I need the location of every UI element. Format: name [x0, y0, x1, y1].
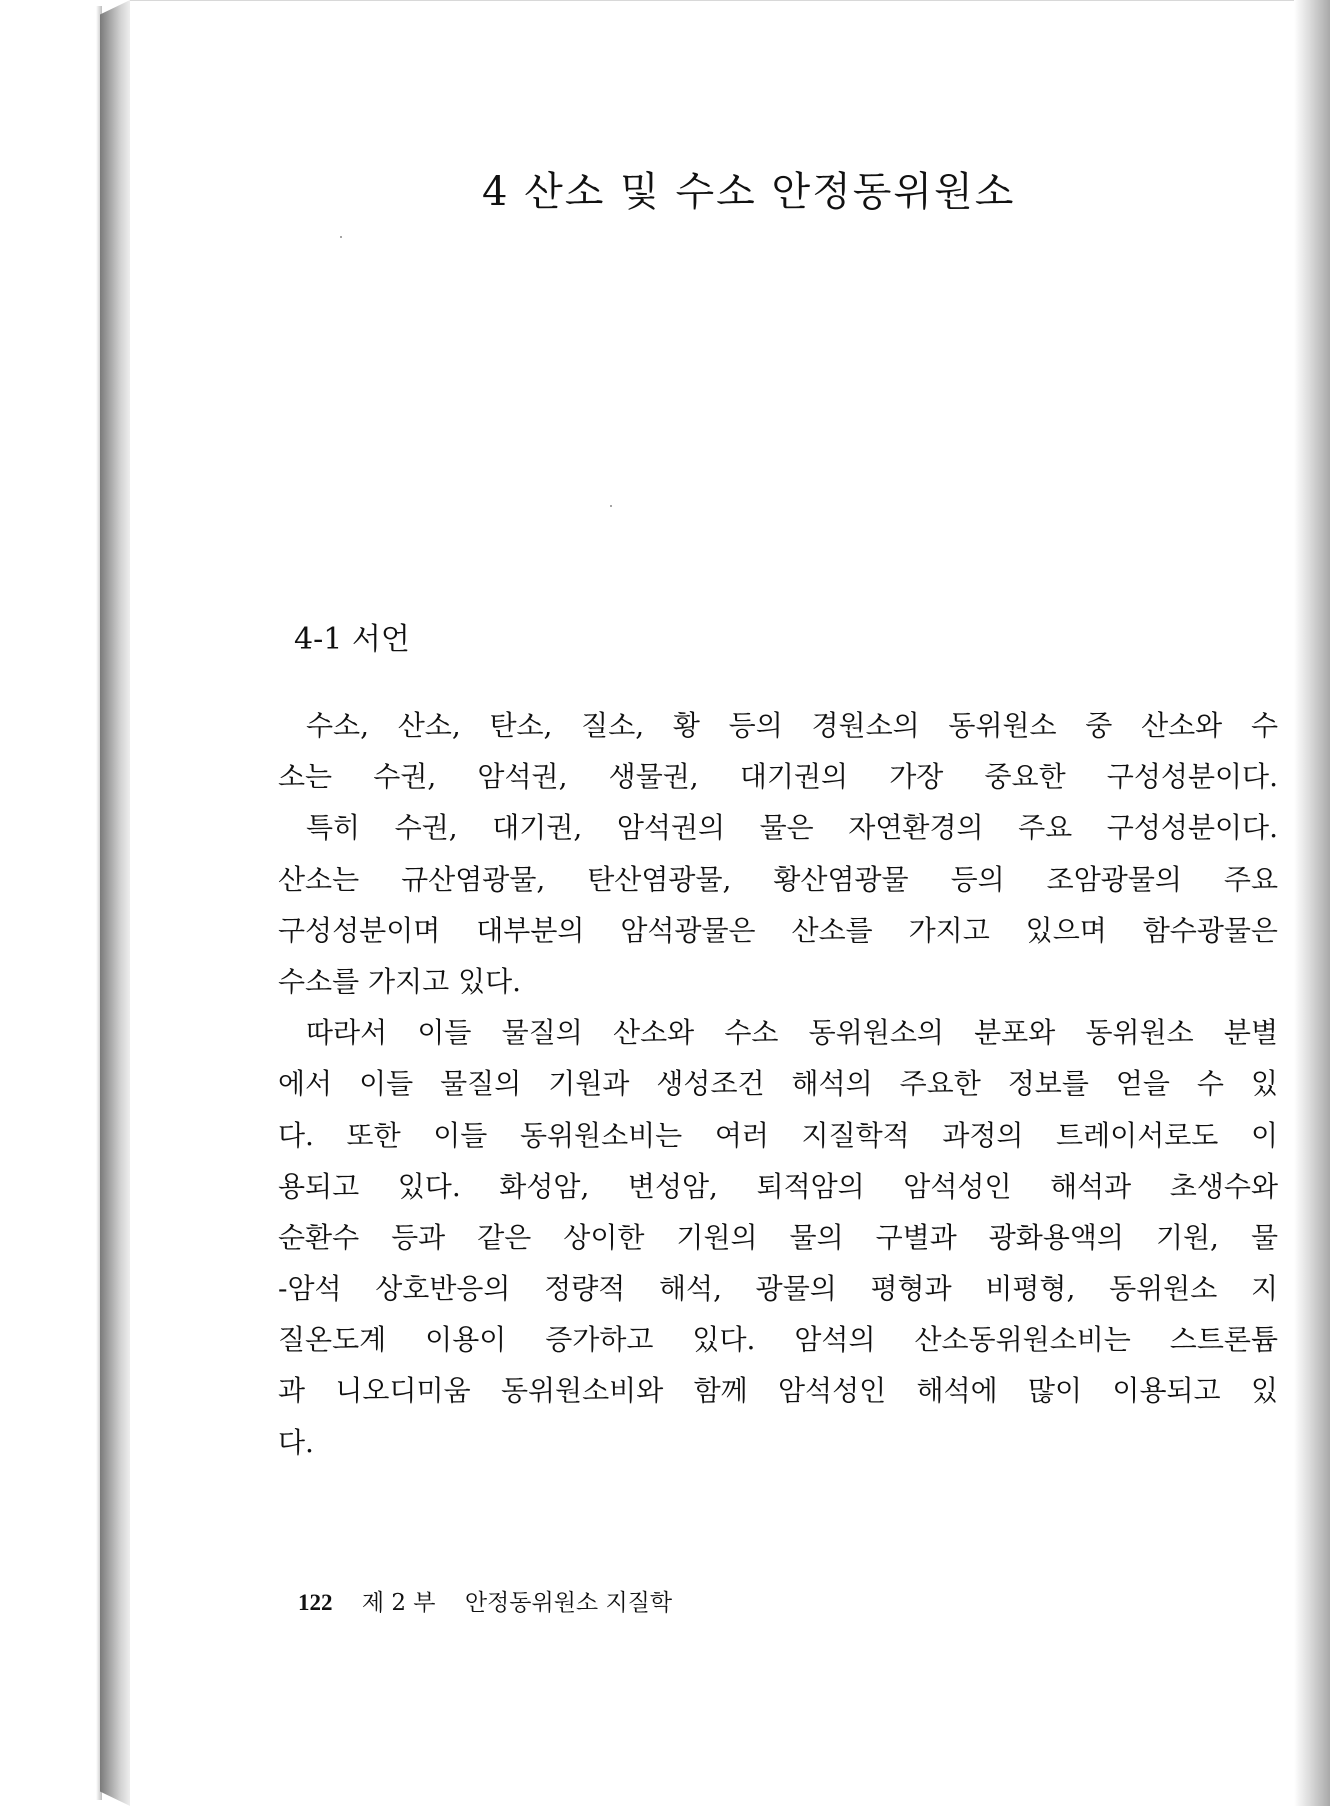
body-line: 과 니오디미움 동위원소비와 함께 암석성인 해석에 많이 이용되고 있	[278, 1374, 1278, 1408]
body-line: 수소, 산소, 탄소, 질소, 황 등의 경원소의 동위원소 중 산소와 수	[306, 709, 1278, 742]
body-text	[278, 700, 1278, 1468]
body-line: 수소를 가지고 있다.	[278, 964, 522, 998]
body-line: 산소는 규산염광물, 탄산염광물, 황산염광물 등의 조암광물의 주요	[278, 862, 1278, 896]
page-right-shadow	[1294, 0, 1330, 1806]
body-line: 특히 수권, 대기권, 암석권의 물은 자연환경의 주요 구성성분이다.	[306, 811, 1278, 845]
body-line: 따라서 이들 물질의 산소와 수소 동위원소의 분포와 동위원소 분별	[306, 1016, 1278, 1050]
body-line: 다. 또한 이들 동위원소비는 여러 지질학적 과정의 트레이서로도 이	[278, 1118, 1278, 1152]
chapter-title: 4 산소 및 수소 안정동위원소	[482, 169, 1016, 215]
body-line: 질온도계 이용이 증가하고 있다. 암석의 산소동위원소비는 스트론튬	[278, 1323, 1278, 1357]
page-number: 122	[298, 1590, 333, 1615]
book-title: 안정동위원소 지질학	[464, 1590, 673, 1616]
scan-speck	[610, 505, 612, 507]
book-page-edge	[100, 0, 130, 1806]
body-line: 구성성분이며 대부분의 암석광물은 산소를 가지고 있으며 함수광물은	[278, 913, 1278, 947]
book-page	[130, 0, 1294, 1806]
body-line: 순환수 등과 같은 상이한 기원의 물의 구별과 광화용액의 기원, 물	[278, 1220, 1278, 1254]
section-heading: 4-1 서언	[294, 622, 410, 657]
body-line: 다.	[278, 1425, 314, 1459]
body-line: 소는 수권, 암석권, 생물권, 대기권의 가장 중요한 구성성분이다.	[278, 760, 1278, 794]
page-footer	[298, 1584, 694, 1617]
body-line: 용되고 있다. 화성암, 변성암, 퇴적암의 암석성인 해석과 초생수와	[278, 1169, 1278, 1203]
scan-speck	[340, 236, 342, 238]
body-line: 에서 이들 물질의 기원과 생성조건 해석의 주요한 정보를 얻을 수 있	[278, 1067, 1278, 1101]
part-label: 제 2 부	[361, 1590, 436, 1616]
body-line: -암석 상호반응의 정량적 해석, 광물의 평형과 비평형, 동위원소 지	[278, 1272, 1278, 1306]
